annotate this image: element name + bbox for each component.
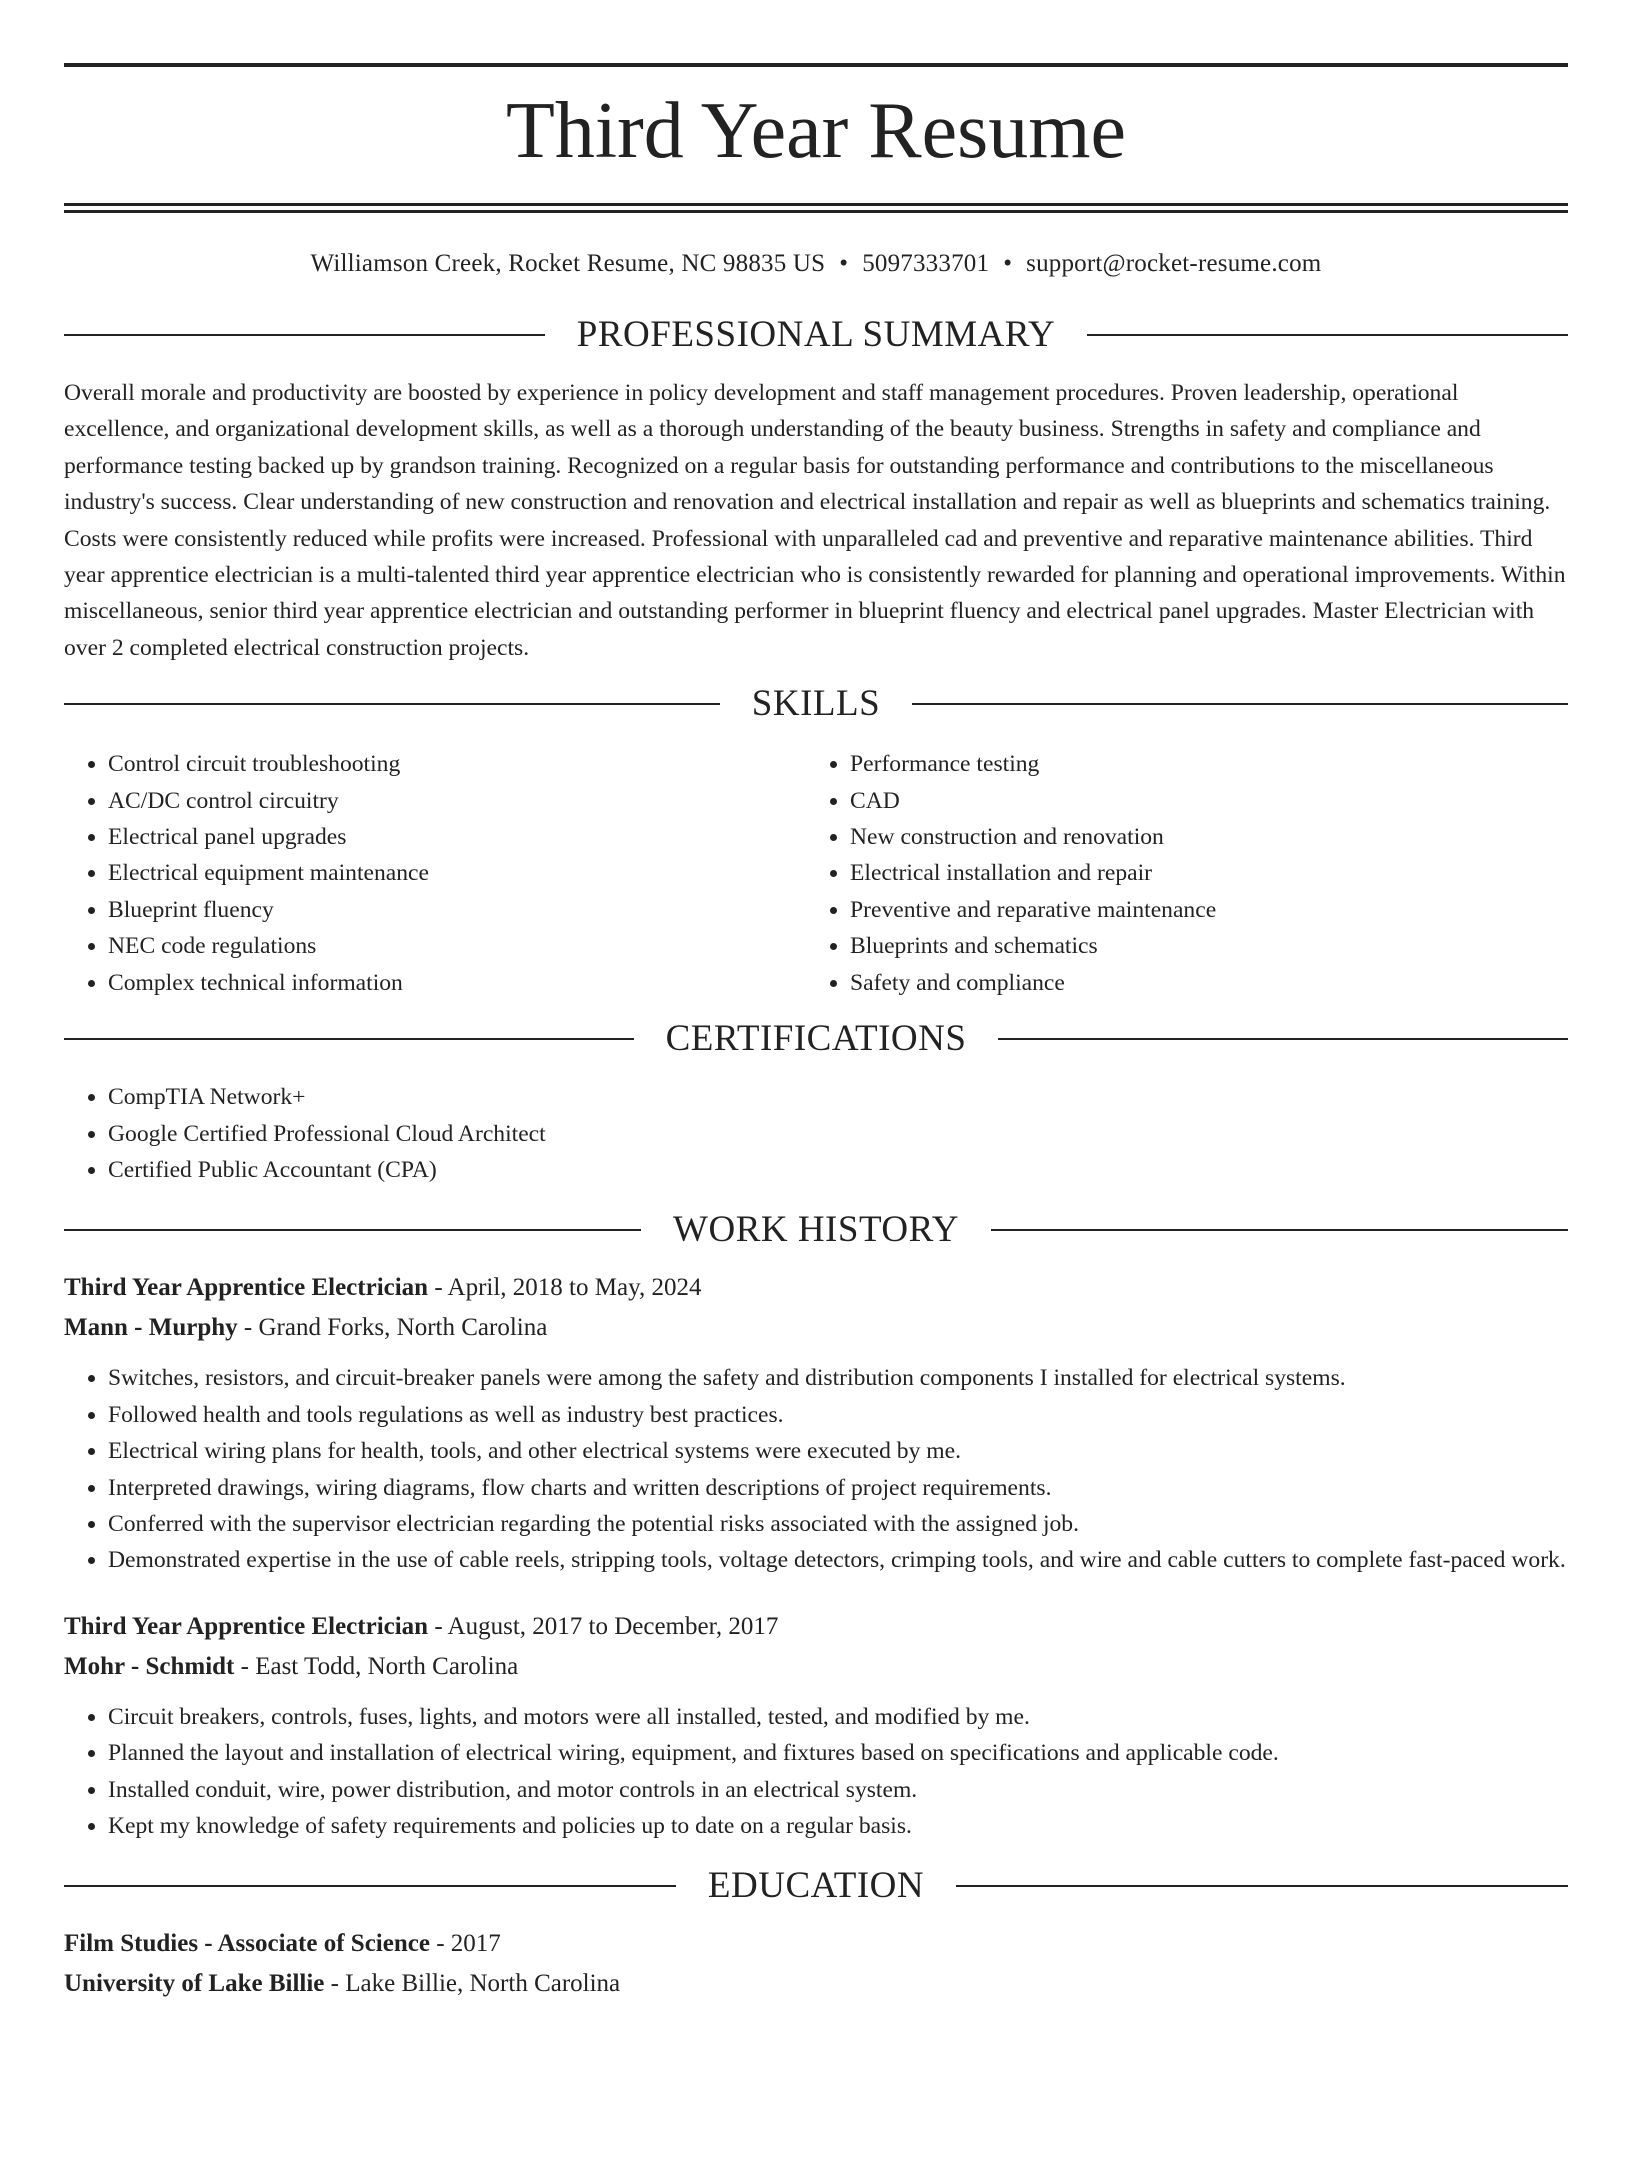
skill-item: • Electrical installation and repair xyxy=(850,855,1548,891)
skills-right-list xyxy=(806,746,1548,1001)
job-location: - Grand Forks, North Carolina xyxy=(237,1314,548,1342)
education-school: University of Lake Billie xyxy=(64,1970,325,1998)
skill-item: • Safety and compliance xyxy=(850,965,1548,1001)
heading-rule xyxy=(991,1229,1568,1231)
contact-email: support@rocket-resume.com xyxy=(1026,250,1322,277)
heading-rule xyxy=(956,1885,1568,1887)
job-title-line xyxy=(64,1607,1568,1647)
job-bullet: • Conferred with the supervisor electrician regarding the potential risks associated with the assigned job. xyxy=(108,1506,1568,1542)
section-heading-summary xyxy=(64,313,1568,357)
heading-rule xyxy=(64,1229,641,1231)
heading-rule xyxy=(912,703,1568,705)
section-heading-work-history xyxy=(64,1208,1568,1252)
section-heading-education xyxy=(64,1864,1568,1908)
section-heading-skills xyxy=(64,682,1568,726)
job-dates: - April, 2018 to May, 2024 xyxy=(428,1274,702,1302)
skills-column-right xyxy=(806,746,1548,1001)
heading-rule xyxy=(1087,334,1568,336)
skill-item: • Blueprint fluency xyxy=(108,892,806,928)
heading-rule xyxy=(64,334,545,336)
resume-page xyxy=(0,63,1632,2175)
job-title-line xyxy=(64,1268,1568,1308)
contact-address: Williamson Creek, Rocket Resume, NC 98835 US xyxy=(310,250,826,277)
job-bullet: • Interpreted drawings, wiring diagrams, flow charts and written descriptions of project requirements. xyxy=(108,1470,1568,1506)
skill-item: • Electrical panel upgrades xyxy=(108,819,806,855)
header-double-rule xyxy=(64,203,1568,213)
heading-text: EDUCATION xyxy=(707,1865,925,1907)
section-heading-certifications xyxy=(64,1017,1568,1061)
education-entry xyxy=(64,1924,1568,2004)
skill-item: • Complex technical information xyxy=(108,965,806,1001)
contact-separator: • xyxy=(839,250,849,277)
heading-rule xyxy=(64,1885,676,1887)
job-location: - East Todd, North Carolina xyxy=(234,1652,519,1680)
skill-item: • AC/DC control circuitry xyxy=(108,783,806,819)
job-bullets xyxy=(64,1699,1568,1845)
certification-item: • Certified Public Accountant (CPA) xyxy=(108,1152,1568,1188)
education-location: - Lake Billie, North Carolina xyxy=(324,1970,621,1998)
job-bullets xyxy=(64,1360,1568,1578)
job-title: Third Year Apprentice Electrician xyxy=(64,1274,429,1302)
job-bullet: • Planned the layout and installation of electrical wiring, equipment, and fixtures based on specifications and applicable code. xyxy=(108,1735,1568,1771)
contact-separator: • xyxy=(1003,250,1013,277)
job-bullet: • Switches, resistors, and circuit-breaker panels were among the safety and distribution components I installed for electrical systems. xyxy=(108,1360,1568,1396)
skill-item: • Preventive and reparative maintenance xyxy=(850,892,1548,928)
contact-line xyxy=(64,249,1568,279)
heading-text: PROFESSIONAL SUMMARY xyxy=(576,314,1056,355)
heading-text: CERTIFICATIONS xyxy=(665,1018,967,1060)
heading-text: SKILLS xyxy=(751,683,881,725)
job-dates: - August, 2017 to December, 2017 xyxy=(428,1612,779,1640)
skill-item: • Control circuit troubleshooting xyxy=(108,746,806,782)
job-bullet: • Kept my knowledge of safety requirements and policies up to date on a regular basis. xyxy=(108,1808,1568,1844)
job-bullet: • Followed health and tools regulations as well as industry best practices. xyxy=(108,1397,1568,1433)
job-bullet: • Installed conduit, wire, power distribution, and motor controls in an electrical system. xyxy=(108,1772,1568,1808)
job-entry xyxy=(64,1268,1568,1578)
education-degree-line xyxy=(64,1924,1568,1964)
job-company-line xyxy=(64,1647,1568,1687)
job-company: Mann - Murphy xyxy=(64,1314,238,1342)
education-school-line xyxy=(64,1964,1568,2004)
resume-title: Third Year Resume xyxy=(506,87,1126,175)
skills-column-left xyxy=(64,746,806,1001)
heading-rule xyxy=(64,1038,634,1040)
header-top-rule xyxy=(64,63,1568,67)
job-company: Mohr - Schmidt xyxy=(64,1652,235,1680)
summary-text: Overall morale and productivity are boosted by experience in policy development and staff management procedures. Proven leadership, operational excellence, and organizational development skills, as well as a thorough understanding of the beauty business. Strengths in safety and compliance and performance testing backed up by grandson training. Recognized on a regular basis for outstanding performance and contributions to the miscellaneous industry's success. Clear understanding of new construction and renovation and electrical installation and repair as well as blueprints and schematics training. Costs were consistently reduced while profits were increased. Professional with unparalleled cad and preventive and reparative maintenance abilities. Third year apprentice electrician is a multi-talented third year apprentice electrician who is consistently rewarded for planning and operational improvements. Within miscellaneous, senior third year apprentice electrician and outstanding performer in blueprint fluency and electrical panel upgrades. Master Electrician with over 2 completed electrical construction projects. xyxy=(64,380,1566,661)
education-degree: Film Studies - Associate of Science xyxy=(64,1930,430,1958)
certification-item: • Google Certified Professional Cloud Architect xyxy=(108,1116,1568,1152)
heading-rule xyxy=(64,703,720,705)
job-entry xyxy=(64,1607,1568,1845)
education-year: - 2017 xyxy=(429,1930,501,1958)
job-bullet: • Demonstrated expertise in the use of cable reels, stripping tools, voltage detectors, crimping tools, and wire and cable cutters to complete fast-paced work. xyxy=(108,1542,1568,1578)
certifications-list xyxy=(64,1079,1568,1188)
certification-item: • CompTIA Network+ xyxy=(108,1079,1568,1115)
heading-text: WORK HISTORY xyxy=(673,1209,959,1251)
job-bullet: • Electrical wiring plans for health, tools, and other electrical systems were executed by me. xyxy=(108,1433,1568,1469)
heading-rule xyxy=(998,1038,1568,1040)
job-title: Third Year Apprentice Electrician xyxy=(64,1612,429,1640)
skills-list xyxy=(64,746,1568,1001)
skill-item: • New construction and renovation xyxy=(850,819,1548,855)
job-bullet: • Circuit breakers, controls, fuses, lights, and motors were all installed, tested, and modified by me. xyxy=(108,1699,1568,1735)
skill-item: • CAD xyxy=(850,783,1548,819)
job-company-line xyxy=(64,1308,1568,1348)
skill-item: • Electrical equipment maintenance xyxy=(108,855,806,891)
skills-left-list xyxy=(64,746,806,1001)
skill-item: • Performance testing xyxy=(850,746,1548,782)
skill-item: • NEC code regulations xyxy=(108,928,806,964)
contact-phone: 5097333701 xyxy=(862,250,990,277)
skill-item: • Blueprints and schematics xyxy=(850,928,1548,964)
